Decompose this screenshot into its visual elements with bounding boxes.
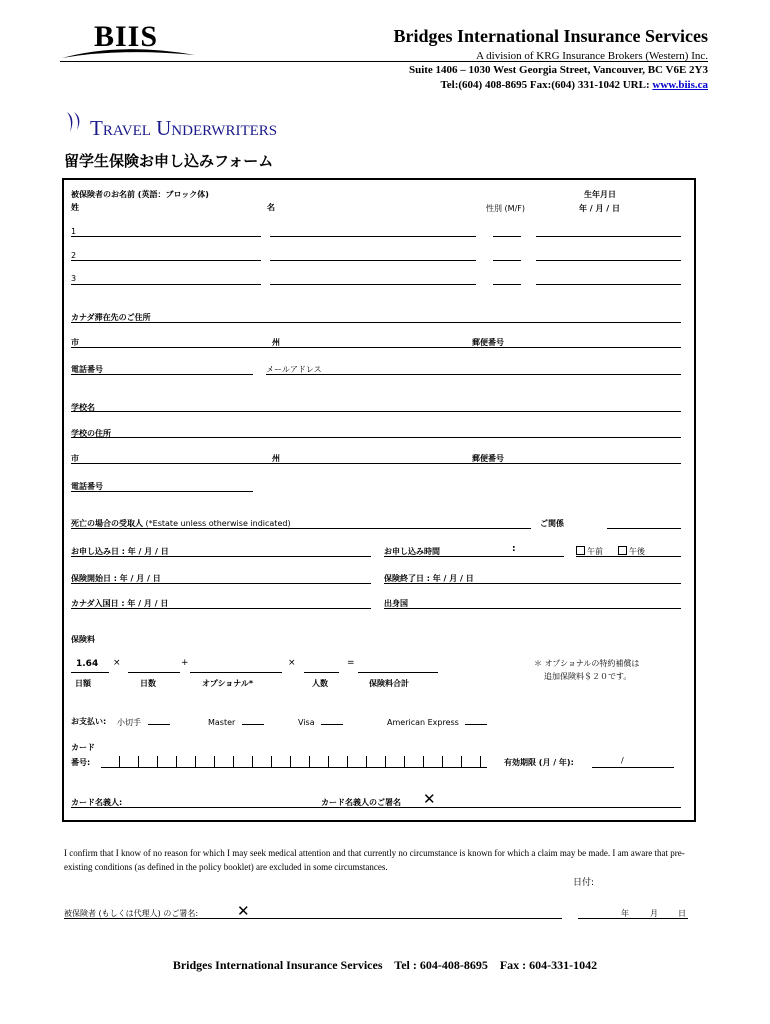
start-date-label: 保険開始日 : 年 / 月 / 日 — [71, 574, 161, 583]
insured-signature-label: 被保険者 (もしくは代理人) のご署名: — [64, 909, 199, 918]
email-label: メールアドレス — [266, 365, 322, 374]
biis-logo — [60, 22, 200, 64]
beneficiary-field[interactable] — [71, 528, 531, 529]
gender-field[interactable] — [493, 284, 521, 285]
am-checkbox[interactable] — [576, 546, 585, 555]
plus-sign: + — [181, 658, 189, 668]
school-city-label: 市 — [71, 454, 79, 463]
dob-field[interactable] — [536, 284, 681, 285]
application-date-field[interactable] — [71, 556, 371, 557]
gender-field[interactable] — [493, 236, 521, 237]
school-address-label: 学校の住所 — [71, 429, 111, 438]
beneficiary-title: 死亡の場合の受取人 — [71, 519, 143, 528]
dob-field[interactable] — [536, 236, 681, 237]
company-contact — [440, 79, 708, 91]
master-label: Master — [208, 718, 236, 727]
given-name-field[interactable] — [270, 284, 476, 285]
time-colon: : — [512, 544, 516, 554]
month-label: 月 — [650, 909, 658, 918]
expiry-label: 有効期限 (月 / 年): — [504, 758, 574, 767]
daily-rate-field — [71, 672, 109, 673]
email-field[interactable] — [266, 374, 681, 375]
given-name-label: 名 — [267, 203, 275, 212]
given-name-field[interactable] — [270, 236, 476, 237]
days-label: 日数 — [140, 679, 156, 688]
payment-cheque-option[interactable] — [117, 716, 170, 728]
phone-label: 電話番号 — [71, 365, 103, 374]
cardholder-signature-label: カード名義人のご署名 — [321, 798, 401, 807]
persons-field[interactable] — [304, 672, 339, 673]
surname-field[interactable] — [71, 284, 261, 285]
expiry-slash: / — [621, 756, 624, 765]
phone-field[interactable] — [71, 374, 253, 375]
entry-date-label: カナダ入国日 : 年 / 月 / 日 — [71, 599, 169, 608]
surname-field[interactable] — [71, 236, 261, 237]
signature-date-field[interactable] — [578, 918, 688, 919]
canada-address-field[interactable] — [71, 322, 681, 323]
expiry-field[interactable] — [592, 767, 674, 768]
row-number: 3 — [71, 274, 77, 283]
am-label: 午前 — [587, 547, 603, 556]
daily-label: 日額 — [75, 679, 91, 688]
multiply-sign: × — [288, 658, 296, 668]
payment-master-option[interactable] — [208, 716, 264, 727]
gender-label: 性別 (M/F) — [486, 204, 525, 213]
footer-contact: Bridges International Insurance Services Tel : 604-408-8695 Fax : 604-331-1042 — [172, 958, 598, 972]
surname-field[interactable] — [71, 260, 261, 261]
equals-sign: = — [347, 658, 355, 668]
dob-format: 年 / 月 / 日 — [579, 204, 620, 213]
school-phone-field[interactable] — [71, 491, 253, 492]
year-label: 年 — [621, 909, 629, 918]
payment-visa-option[interactable] — [298, 716, 343, 727]
end-date-label: 保険終了日 : 年 / 月 / 日 — [384, 574, 474, 583]
cheque-label: 小切手 — [117, 718, 141, 727]
total-premium-field[interactable] — [358, 672, 438, 673]
optional-note-line2: 追加保険料＄２０です。 — [544, 672, 632, 681]
logo-text: BIIS — [94, 20, 159, 53]
optional-label: オプショナル* — [202, 679, 254, 688]
master-field[interactable] — [242, 716, 264, 725]
persons-label: 人数 — [312, 679, 328, 688]
sign-here-mark: ✕ — [423, 790, 436, 808]
city-label: 市 — [71, 338, 79, 347]
relationship-label: ご関係 — [540, 519, 564, 528]
pm-label: 午後 — [629, 547, 645, 556]
visa-label: Visa — [298, 718, 315, 727]
company-address: Suite 1406 – 1030 West Georgia Street, Vancouver, BC V6E 2Y3 — [408, 64, 708, 76]
cheque-field[interactable] — [148, 716, 170, 725]
row-number: 1 — [71, 227, 77, 236]
amex-field[interactable] — [465, 716, 487, 725]
school-name-label: 学校名 — [71, 403, 95, 412]
dob-field[interactable] — [536, 260, 681, 261]
optional-field[interactable] — [190, 672, 282, 673]
start-date-field[interactable] — [71, 583, 371, 584]
contact-text: Tel:(604) 408-8695 Fax:(604) 331-1042 URL: — [440, 79, 653, 91]
application-time-label: お申し込み時間 — [384, 547, 440, 556]
card-label-line1: カード — [71, 743, 95, 752]
school-phone-label: 電話番号 — [71, 482, 103, 491]
company-name: Bridges International Insurance Services — [393, 26, 708, 46]
am-pm-underline — [576, 556, 681, 557]
total-label: 保険料合計 — [369, 679, 409, 688]
canada-address-label: カナダ滞在先のご住所 — [71, 313, 151, 322]
cardholder-label: カード名義人: — [71, 798, 123, 807]
dob-label: 生年月日 — [584, 190, 616, 199]
application-time-field[interactable] — [384, 556, 564, 557]
payment-label: お支払い: — [71, 717, 107, 726]
surname-label: 姓 — [71, 203, 79, 212]
relationship-field[interactable] — [607, 528, 681, 529]
gender-field[interactable] — [493, 260, 521, 261]
application-date-label: お申し込み日 : 年 / 月 / 日 — [71, 547, 169, 556]
payment-amex-option[interactable] — [387, 716, 487, 727]
amex-label: American Express — [387, 718, 459, 727]
form-title: 留学生保険お申し込みフォーム — [64, 152, 274, 170]
days-field[interactable] — [128, 672, 180, 673]
school-postal-label: 郵便番号 — [472, 454, 504, 463]
school-city-field[interactable] — [71, 463, 681, 464]
insured-signature-field[interactable] — [64, 918, 562, 919]
card-number-field[interactable] — [101, 756, 487, 768]
cardholder-field[interactable] — [71, 807, 681, 808]
visa-field[interactable] — [321, 716, 343, 725]
day-label: 日 — [678, 909, 686, 918]
school-address-field[interactable] — [71, 437, 681, 438]
school-province-label: 州 — [272, 454, 280, 463]
brand-name: Travel Underwriters — [90, 116, 278, 140]
premium-title: 保険料 — [71, 635, 95, 644]
confirmation-text: I confirm that I know of no reason for which I may seek medical attention and that currently no circumstance is known for which a claim may be made. I am aware that pre-existing conditions (as defined in the policy booklet) are excluded in some circumstances. — [64, 848, 685, 872]
school-name-field[interactable] — [71, 411, 681, 412]
city-province-postal-field[interactable] — [71, 347, 681, 348]
insured-name-label: 被保険者のお名前 (英語：ブロック体) — [71, 190, 209, 199]
wing-icon — [64, 110, 86, 134]
card-label-line2: 番号: — [71, 758, 91, 767]
division-text: A division of KRG Insurance Brokers (Western) Inc. — [476, 50, 708, 62]
multiply-sign: × — [113, 658, 121, 668]
end-date-field[interactable] — [384, 583, 681, 584]
origin-country-label: 出身国 — [384, 599, 408, 608]
given-name-field[interactable] — [270, 260, 476, 261]
province-label: 州 — [272, 338, 280, 347]
beneficiary-note: (*Estate unless otherwise indicated) — [145, 519, 291, 528]
pm-checkbox[interactable] — [618, 546, 627, 555]
website-link[interactable]: www.biis.ca — [652, 79, 708, 91]
postal-code-label: 郵便番号 — [472, 338, 504, 347]
entry-date-field[interactable] — [71, 608, 371, 609]
signature-x-mark: ✕ — [237, 902, 250, 920]
origin-country-field[interactable] — [384, 608, 681, 609]
daily-rate-value: 1.64 — [76, 659, 99, 669]
row-number: 2 — [71, 251, 77, 260]
optional-note-line1: ＊ オプショナルの特約補償は — [534, 659, 640, 668]
date-label: 日付: — [573, 878, 595, 888]
